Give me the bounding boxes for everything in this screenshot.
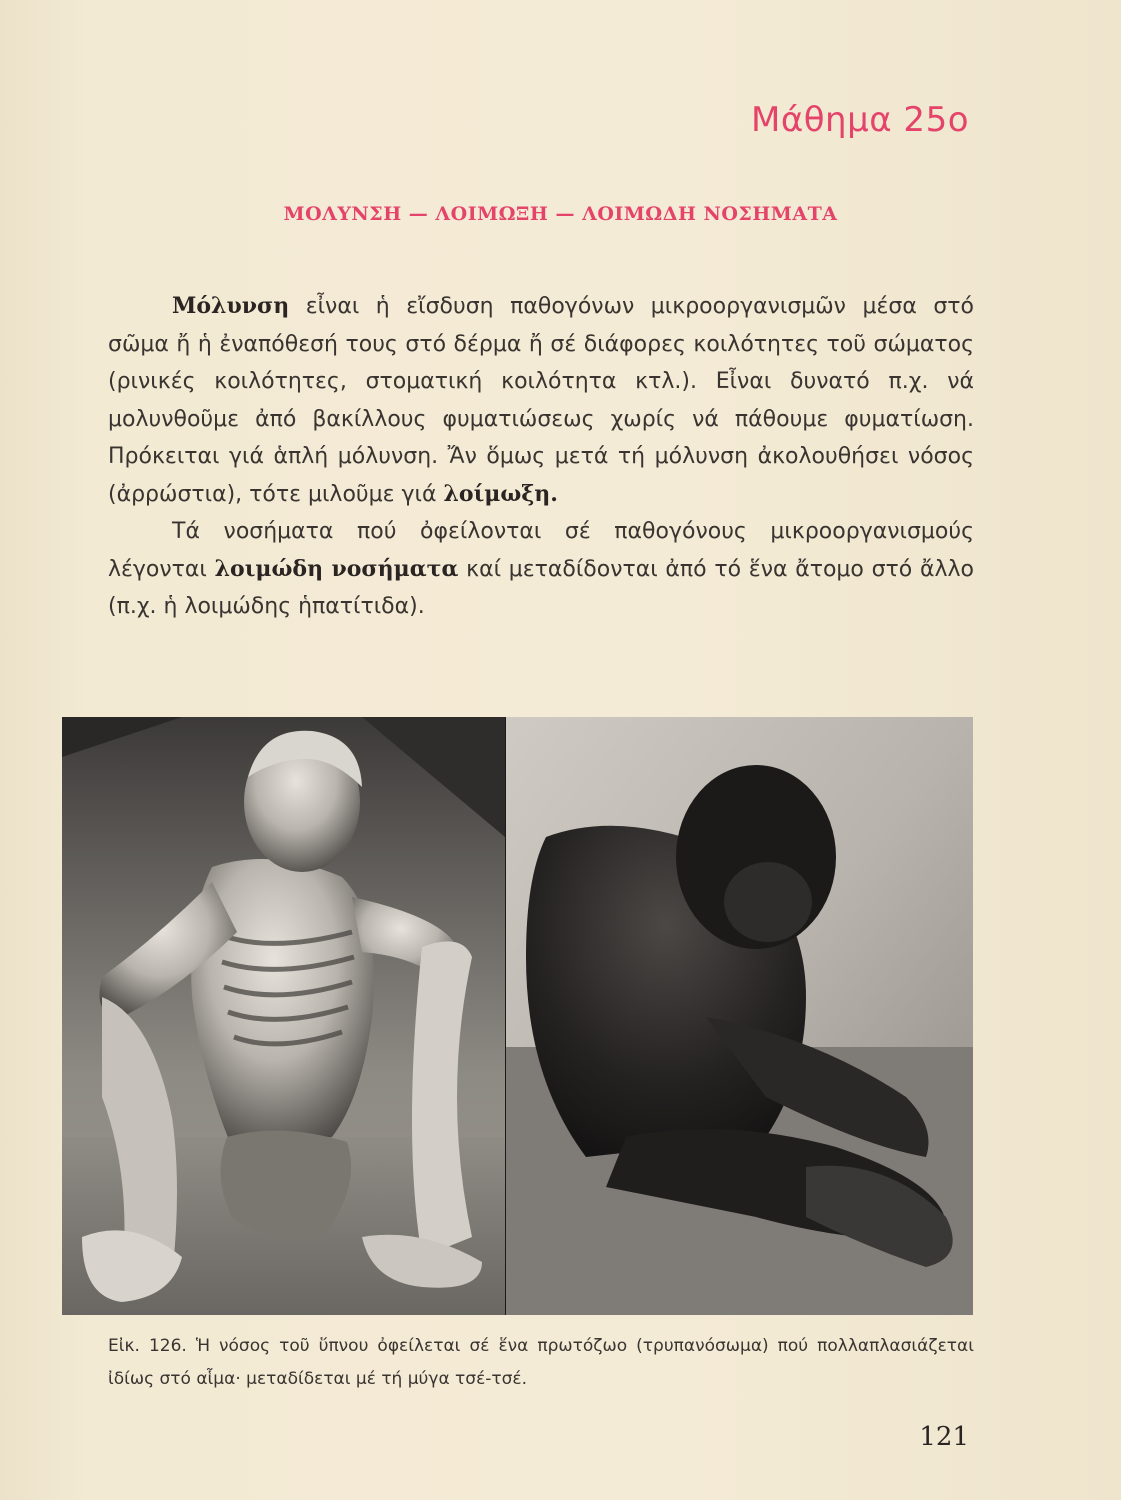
term-contagion: λοίμωξη. <box>443 480 558 507</box>
photo-left <box>62 717 505 1315</box>
page-title: ΜΟΛΥΝΣΗ — ΛΟΙΜΩΞΗ — ΛΟΙΜΩΔΗ ΝΟΣΗΜΑΤΑ <box>283 203 838 225</box>
paragraph-1-text: εἶναι ἡ εἴσδυση παθογόνων μικροοργανισμῶν μέσα στό σῶμα ἤ ἡ ἐναπόθεσή τους στό δέρμα ἤ σέ διάφορες κοιλότητες τοῦ σώματος (ρινικές κοιλότητες, στοματική κοιλότητα κτλ.). Εἶναι δυνατό π.χ. νά μολυνθοῦμε ἀπό βακίλλους φυματιώσεως χωρίς νά πάθουμε φυματίωση. Πρόκειται γιά ἁπλή μόλυνση. Ἄν ὅμως μετά τή μόλυνση ἀκολουθήσει νόσος (ἀρρώστια), τότε μιλοῦμε γιά <box>108 294 974 507</box>
figure-photographs <box>62 717 973 1315</box>
paragraph-1 <box>108 288 974 513</box>
figure-caption: Εἰκ. 126. Ἡ νόσος τοῦ ὕπνου ὀφείλεται σέ ἕνα πρωτόζωο (τρυπανόσωμα) πού πολλαπλασιάζεται ἰδίως στό αἷμα· μεταδίδεται μέ τή μύγα τσέ-τσέ. <box>108 1336 974 1389</box>
paragraph-2 <box>108 513 974 626</box>
paragraph-2-text-b: καί μεταδίδονται ἀπό τό ἕνα ἄτομο στό ἄλλο (π.χ. ἡ λοιμώδης ἡπατίτιδα). <box>108 556 974 619</box>
page-number: 121 <box>919 1422 969 1452</box>
body-text <box>108 288 974 626</box>
lesson-heading: Μάθημα 25ο <box>750 100 969 140</box>
term-infectious-diseases: λοιμώδη νοσήματα <box>214 555 459 582</box>
paragraph-2-text-a: Τά νοσήματα πού ὀφείλονται σέ παθογόνους μικροοργανισμούς λέγονται <box>108 519 974 582</box>
term-infection: Μόλυνση <box>172 293 290 319</box>
photo-right <box>506 717 973 1315</box>
